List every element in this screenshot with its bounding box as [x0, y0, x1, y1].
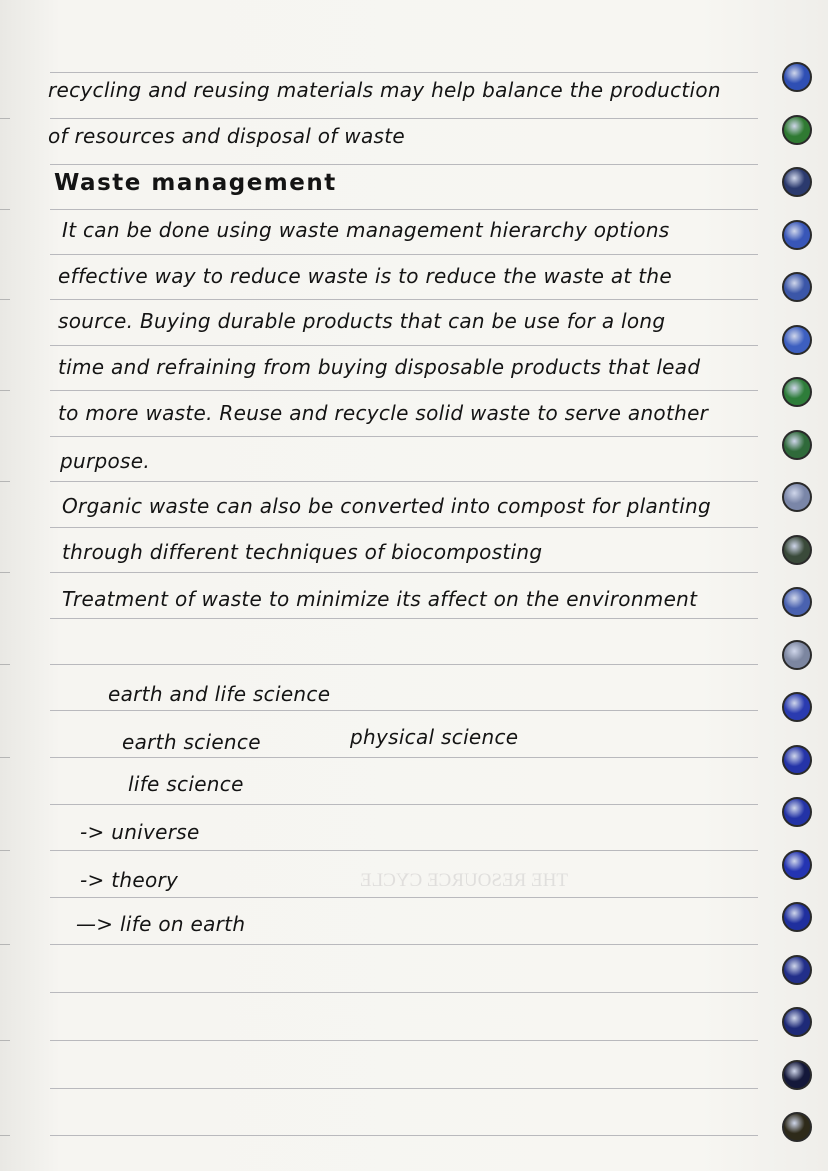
binding-hole	[782, 850, 812, 880]
note-line: recycling and reusing materials may help balance the production	[48, 78, 721, 102]
binding-hole	[782, 745, 812, 775]
note-line: -> universe	[80, 820, 200, 844]
binding-hole	[782, 167, 812, 197]
note-line: effective way to reduce waste is to reduce the waste at the	[58, 264, 672, 288]
binding-hole	[782, 430, 812, 460]
binding-hole	[782, 1112, 812, 1142]
note-line: source. Buying durable products that can be use for a long	[58, 309, 666, 333]
binding-hole	[782, 1060, 812, 1090]
note-line: physical science	[350, 725, 519, 749]
note-line: -> theory	[80, 868, 179, 892]
note-line: earth science	[122, 730, 261, 754]
bleed-through-text: THE RESOURCE CYCLE	[360, 870, 568, 891]
note-line: —> life on earth	[76, 912, 246, 936]
binding-hole	[782, 640, 812, 670]
note-line: Organic waste can also be converted into compost for planting	[62, 494, 712, 518]
binding-hole	[782, 535, 812, 565]
binding-hole	[782, 325, 812, 355]
binding-hole	[782, 272, 812, 302]
note-line: time and refraining from buying disposable products that lead	[58, 355, 701, 379]
note-line: earth and life science	[108, 682, 331, 706]
section-heading: Waste management	[54, 170, 337, 196]
binding-hole	[782, 482, 812, 512]
binding-hole	[782, 1007, 812, 1037]
note-line: life science	[128, 772, 244, 796]
note-line: to more waste. Reuse and recycle solid waste to serve another	[58, 401, 709, 425]
binding-hole	[782, 220, 812, 250]
binding-hole	[782, 692, 812, 722]
note-line: purpose.	[60, 449, 151, 473]
binding-hole	[782, 377, 812, 407]
note-line: Treatment of waste to minimize its affect on the environment	[62, 587, 698, 611]
note-line: through different techniques of biocomposting	[62, 540, 543, 564]
binding-hole	[782, 955, 812, 985]
binding-hole	[782, 587, 812, 617]
binding-hole	[782, 902, 812, 932]
note-line: It can be done using waste management hierarchy options	[62, 218, 670, 242]
note-line: of resources and disposal of waste	[48, 124, 405, 148]
binding-hole	[782, 115, 812, 145]
binding-hole	[782, 797, 812, 827]
binding-hole	[782, 62, 812, 92]
